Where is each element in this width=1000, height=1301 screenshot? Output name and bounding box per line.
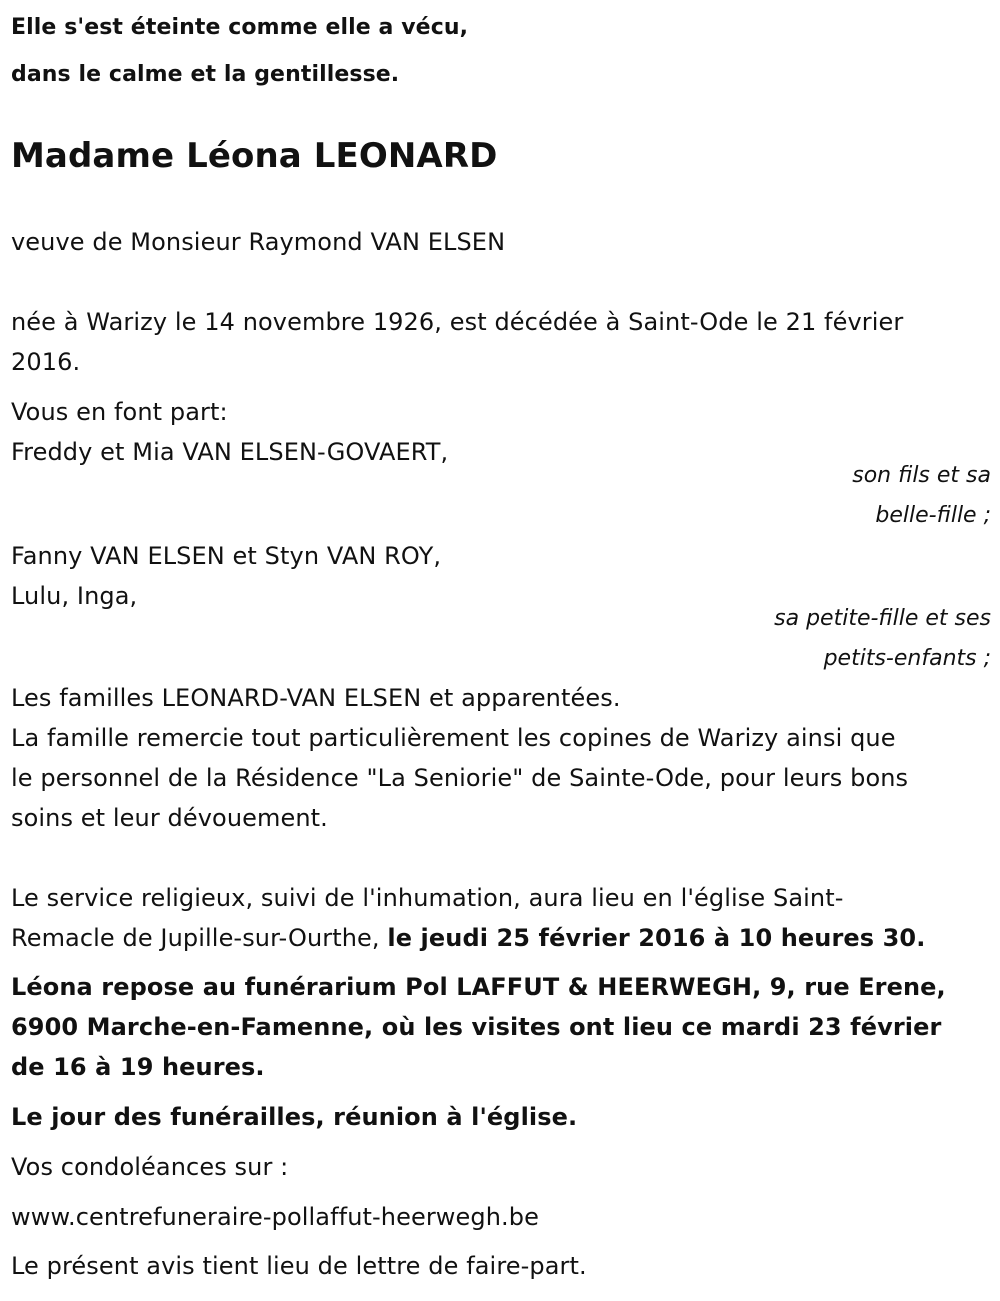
announcer-relation: petits-enfants ; [823,646,991,671]
families-line: Les familles LEONARD-VAN ELSEN et apparentées. [11,684,621,712]
announcer-relation: belle-fille ; [875,503,991,528]
thanks-line-2: le personnel de la Résidence "La Seniorie" de Sainte-Ode, pour leurs bons [11,764,909,792]
announcer-relation: sa petite-fille et ses [774,606,991,631]
epigraph-line-2: dans le calme et la gentillesse. [11,62,400,87]
closing-note: Le présent avis tient lieu de lettre de faire-part. [11,1252,587,1280]
service-line-1: Le service religieux, suivi de l'inhumation, aura lieu en l'église Saint- [11,884,844,912]
funerarium-line-1: Léona repose au funérarium Pol LAFFUT & HEERWEGH, 9, rue Erene, [11,973,946,1001]
announcer-relation: son fils et sa [852,463,991,488]
service-location: Remacle de Jupille-sur-Ourthe, [11,924,388,952]
condolences-label: Vos condoléances sur : [11,1153,289,1181]
announcer-names: Freddy et Mia VAN ELSEN-GOVAERT, [11,438,449,466]
condolences-website-link[interactable]: www.centrefuneraire-pollaffut-heerwegh.be [11,1203,539,1231]
thanks-line-1: La famille remercie tout particulièrement les copines de Warizy ainsi que [11,724,896,752]
epigraph-line-1: Elle s'est éteinte comme elle a vécu, [11,15,469,40]
birth-death-line-1: née à Warizy le 14 novembre 1926, est décédée à Saint-Ode le 21 février [11,308,904,336]
funerarium-line-2: 6900 Marche-en-Famenne, où les visites ont lieu ce mardi 23 février [11,1013,942,1041]
birth-death-line-2: 2016. [11,348,81,376]
service-line-2 [11,918,925,958]
funerarium-line-3: de 16 à 19 heures. [11,1053,265,1081]
announcers-intro: Vous en font part: [11,398,228,426]
announcer-names: Fanny VAN ELSEN et Styn VAN ROY, [11,542,442,570]
announcer-names: Lulu, Inga, [11,582,138,610]
thanks-line-3: soins et leur dévouement. [11,804,328,832]
funeral-day-note: Le jour des funérailles, réunion à l'église. [11,1103,578,1131]
service-date: le jeudi 25 février 2016 à 10 heures 30. [387,924,926,952]
spouse-line: veuve de Monsieur Raymond VAN ELSEN [11,228,506,256]
deceased-name: Madame Léona LEONARD [11,136,498,176]
